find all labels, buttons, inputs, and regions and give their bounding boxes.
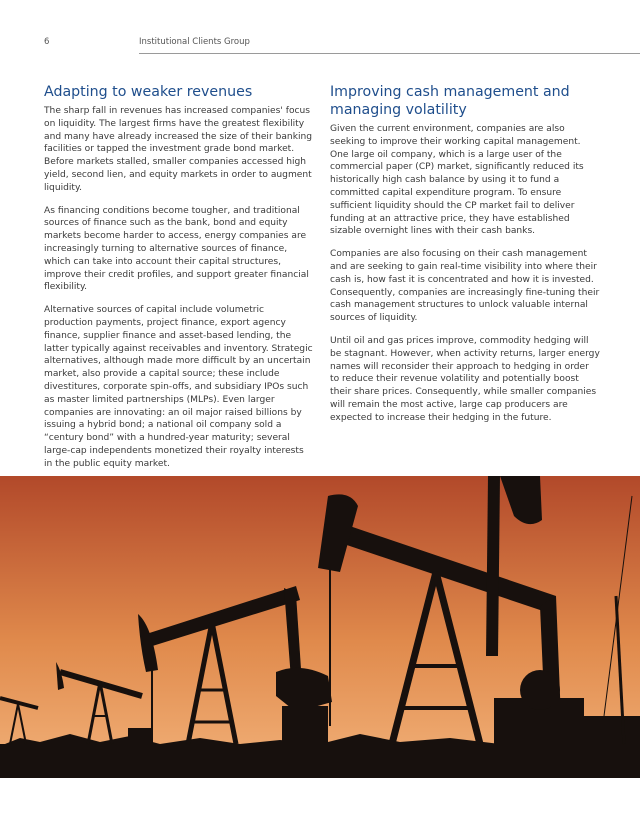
heading-improving-cash-management: Improving cash management and managing volatility xyxy=(330,84,570,118)
left-paragraph-3: Alternative sources of capital include volumetric production payments, project finance, export agency finance, supplier finance and asset-based lending, the latter typically against receivables and inventory. Strategic alternatives, although made more difficult by an uncertain market, also provide a capital source; these include divestitures, corporate spin-offs, and subsidiary IPOs such as master limited partnerships (MLPs). Even larger companies are innovating: an oil major raised billions by issuing a hybrid bond; a national oil company sold a “century bond” with a hundred-year maturity; several large-cap independents monetized their royalty interests in the public equity market. xyxy=(44,305,313,469)
right-paragraph-3: Until oil and gas prices improve, commodity hedging will be stagnant. However, when activity returns, larger energy names will reconsider their approach to hedging in order to reduce their revenue volatility and potentially boost their share prices. Consequently, while smaller companies will remain the most active, large cap producers are expected to increase their hedging in the future. xyxy=(330,335,600,423)
pumpjack-silhouette-image xyxy=(0,476,640,778)
left-column xyxy=(44,83,314,481)
header-title: Institutional Clients Group xyxy=(139,37,250,47)
header-rule xyxy=(139,53,640,54)
left-paragraph-2: As financing conditions become tougher, and traditional sources of finance such as the bank, bond and equity markets become harder to access, energy companies are increasingly turning to alternative sources of finance, which can take into account their capital structures, improve their credit profiles, and support greater financial flexibility. xyxy=(44,205,309,293)
page-number: 6 xyxy=(44,37,50,47)
oil-pumpjacks-photo xyxy=(0,476,640,778)
heading-adapting-to-weaker-revenues: Adapting to weaker revenues xyxy=(44,84,253,100)
right-column xyxy=(330,83,600,435)
left-paragraph-1: The sharp fall in revenues has increased companies' focus on liquidity. The largest firms have the greatest flexibility and many have already increased the size of their banking facilities or tapped the investment grade bond market. Before markets stalled, smaller companies accessed high yield, second lien, and equity markets in order to augment liquidity. xyxy=(44,106,313,193)
right-paragraph-1: Given the current environment, companies are also seeking to improve their working capital management. One large oil company, which is a large user of the commercial paper (CP) market, significantly reduced its historically high cash balance by using it to fund a committed capital expenditure program. To ensure sufficient liquidity should the CP market fail to deliver funding at an attractive price, they have established sizable overnight lines with their cash banks. xyxy=(330,124,584,237)
right-paragraph-2: Companies are also focusing on their cash management and are seeking to gain real-time visibility into where their cash is, how fast it is concentrated and how it is invested. Consequently, companies are increasingly fine-tuning their cash management structures to unlock valuable internal sources of liquidity. xyxy=(330,249,600,324)
page-header xyxy=(0,0,640,54)
